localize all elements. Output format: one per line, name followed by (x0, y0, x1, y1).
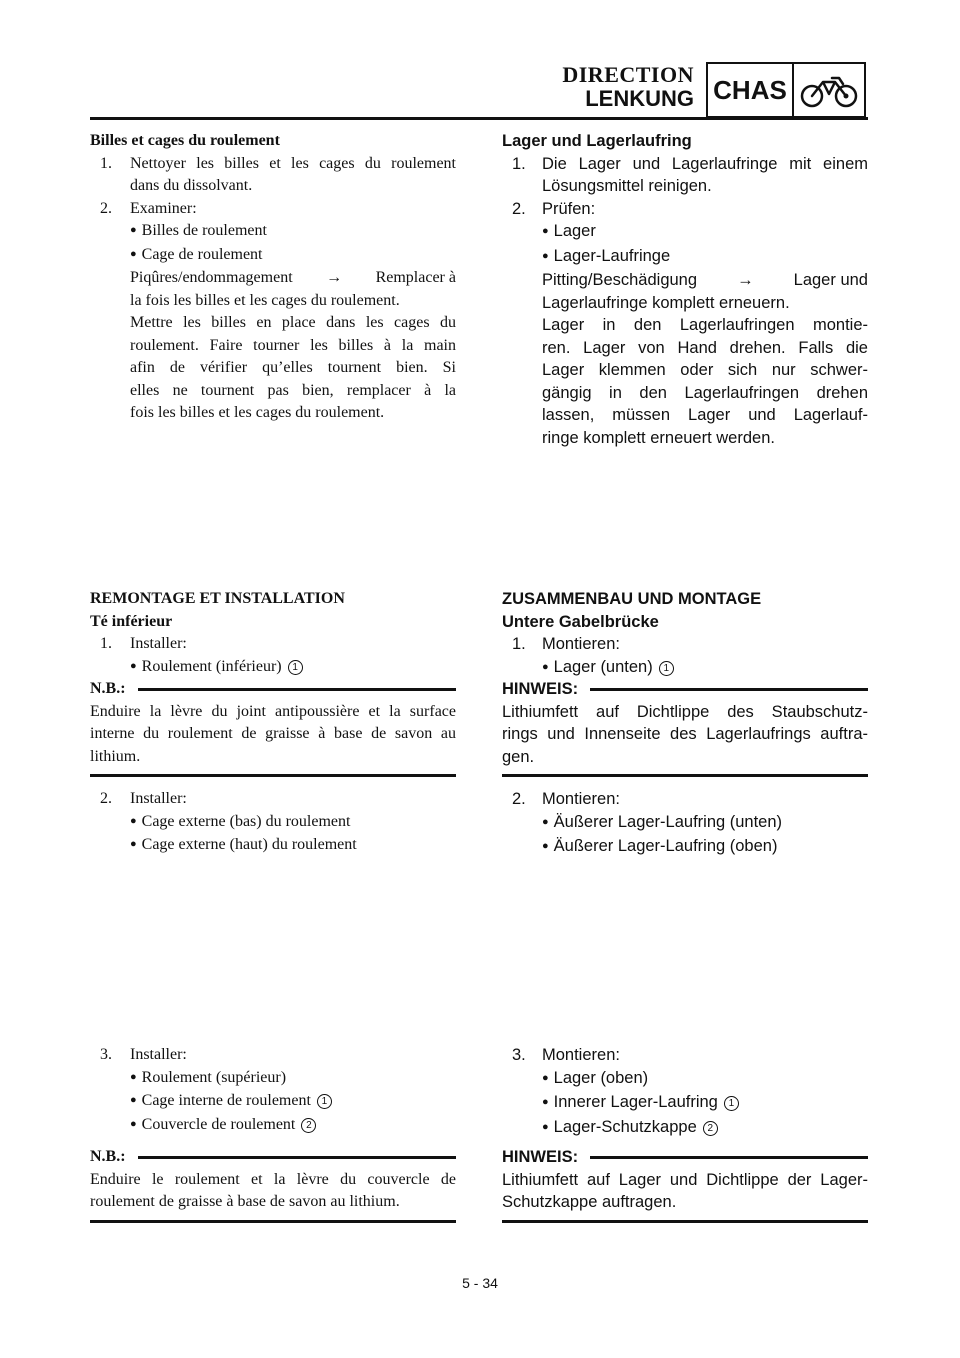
de-asm-step-3-section (502, 1044, 868, 1140)
de-asm-step-2-label: Montieren: (542, 790, 620, 808)
fr-nb-1-line3: lithium. (90, 747, 141, 765)
fr-para-line1 (90, 267, 456, 290)
de-asm-bullet-schutzkappe (502, 1116, 868, 1141)
fr-para-p3: Mettre les billes en place dans les cages du (130, 314, 456, 331)
page-number: 5 - 34 (462, 1275, 498, 1291)
de-asm-bullet-lager-oben: ● Lager (oben) (502, 1067, 868, 1092)
fr-asm-step-1-label: Installer: (130, 635, 187, 652)
fr-asm-step-1-num: 1. (100, 635, 112, 652)
de-bearings-heading: Lager und Lagerlaufring (502, 132, 692, 150)
fr-nb-2-line2: roulement de graisse à base de savon au lithium. (90, 1193, 400, 1210)
fr-step-1 (90, 153, 456, 198)
fr-para-arrow: → (326, 269, 343, 286)
de-bullet-laufringe: ● Lager-Laufringe (502, 245, 868, 270)
fr-asm-bullet-roulement-sup: ● Roulement (supérieur) (90, 1067, 456, 1091)
fr-asm-step-2-section (90, 788, 456, 858)
fr-nb-1-title: N.B.: (90, 680, 126, 697)
fr-asm-step-3-section (90, 1044, 456, 1137)
de-hinweis-2-line1: Lithiumfett auf Lager und Dichtlippe der Lager- (502, 1170, 868, 1189)
fr-asm-step-2-num: 2. (100, 790, 112, 807)
de-assembly-subheading: Untere Gabelbrücke (502, 612, 659, 631)
fr-para-p1-tail: Remplacer à (375, 269, 456, 286)
fr-asm-step-3 (90, 1044, 456, 1067)
fr-assembly-subheading: Té inférieur (90, 612, 173, 630)
de-asm-step-2-section (502, 788, 868, 860)
de-asm-step-3 (502, 1044, 868, 1067)
fr-nb-2-line1: Enduire le roulement et la lèvre du couvercle de (90, 1170, 456, 1188)
de-hinweis-2 (502, 1146, 868, 1223)
fr-bullet-billes: ● Billes de roulement (90, 220, 456, 244)
fr-asm-bullet-cage-haut: ● Cage externe (haut) du roulement (90, 834, 456, 858)
fr-nb-1-line1: Enduire la lèvre du joint antipoussière et la surface (90, 702, 456, 720)
motorcycle-icon (794, 64, 864, 116)
de-step-2-label: Prüfen: (542, 199, 596, 218)
fr-asm-bullet-roulement-inf (90, 656, 456, 680)
fr-asm-step-2 (90, 788, 456, 811)
de-hinweis-1-line3: gen. (502, 747, 535, 766)
fr-step-2 (90, 198, 456, 221)
ref-number-2: 2 (703, 1121, 718, 1136)
fr-step-1-line1: Nettoyer les billes et les cages du roulement (130, 154, 456, 172)
de-asm-bullet-lager-unten (502, 656, 868, 681)
de-hinweis-1-line2: rings und Innenseite des Lagerlaufrings auftra- (502, 725, 868, 743)
de-asm-bullet-laufring-unten: ● Äußerer Lager-Laufring (unten) (502, 811, 868, 836)
fr-asm-step-3-label: Installer: (130, 1046, 187, 1063)
fr-asm-bullet-roulement-inf-text: Roulement (inférieur) (141, 657, 282, 675)
section-badge (706, 62, 866, 118)
de-assembly-section (502, 588, 868, 680)
fr-bearings-heading: Billes et cages du roulement (90, 132, 280, 149)
de-para-line1 (502, 269, 868, 292)
de-step-1-line2: Lösungsmittel reinigen. (542, 177, 712, 195)
de-asm-step-1-label: Montieren: (542, 635, 620, 653)
de-asm-step-1-num: 1. (512, 635, 526, 653)
de-step-2-num: 2. (512, 199, 526, 218)
de-hinweis-1 (502, 678, 868, 777)
header-title-de: LENKUNG (585, 86, 694, 111)
de-asm-step-2 (502, 788, 868, 811)
ref-number-1: 1 (288, 660, 303, 675)
fr-step-1-line2: dans du dissolvant. (130, 177, 253, 194)
de-para-p5: Lager klemmen oder sich nur schwer- (542, 361, 868, 379)
ref-number-1: 1 (659, 661, 674, 676)
ref-number-2: 2 (301, 1118, 316, 1133)
de-para-p7: lassen, müssen Lager und Lagerlauf- (542, 406, 868, 424)
fr-para-p1: Piqûres/endommagement (130, 269, 293, 286)
de-para-p1-tail: Lager und (793, 271, 868, 289)
de-asm-bullet-laufring-oben: ● Äußerer Lager-Laufring (oben) (502, 835, 868, 860)
fr-asm-step-3-num: 3. (100, 1046, 112, 1063)
de-step-2 (502, 198, 868, 221)
fr-step-2-num: 2. (100, 199, 112, 217)
de-assembly-heading: ZUSAMMENBAU UND MONTAGE (502, 590, 762, 608)
fr-asm-bullet-cage-interne-text: Cage interne de roulement (141, 1092, 311, 1109)
de-step-1 (502, 153, 868, 198)
fr-para-p7: fois les billes et les cages du roulement. (130, 404, 385, 421)
de-asm-step-1 (502, 633, 868, 656)
de-step-1-line1: Die Lager und Lagerlaufringe mit einem (542, 154, 868, 173)
de-para-p3: Lager in den Lagerlaufringen montie- (542, 316, 868, 334)
de-asm-step-3-num: 3. (512, 1046, 526, 1064)
de-asm-bullet-innerer-laufring-text: Innerer Lager-Laufring (553, 1093, 718, 1111)
de-asm-step-3-label: Montieren: (542, 1046, 620, 1064)
fr-para-p6: elles ne tournent pas bien, remplacer à la (130, 381, 456, 399)
de-para-p2: Lagerlaufringe komplett erneuern. (542, 293, 790, 312)
fr-para-p4: roulement. Faire tourner les billes à la main (130, 336, 456, 354)
fr-asm-step-2-label: Installer: (130, 790, 187, 807)
header-title-fr: DIRECTION (562, 62, 694, 87)
de-asm-bullet-schutzkappe-text: Lager-Schutzkappe (553, 1117, 697, 1136)
de-hinweis-2-title: HINWEIS: (502, 1148, 579, 1166)
de-asm-step-2-num: 2. (512, 790, 526, 808)
de-hinweis-2-line2: Schutzkappe auftragen. (502, 1193, 677, 1211)
fr-para-p5: afin de vérifier qu’elles tournent bien. Si (130, 359, 456, 376)
de-para-p4: ren. Lager von Hand drehen. Falls die (542, 338, 868, 357)
de-asm-bullet-innerer-laufring (502, 1091, 868, 1116)
fr-nb-2-title: N.B.: (90, 1148, 126, 1165)
fr-nb-2 (90, 1146, 456, 1223)
de-hinweis-1-line1: Lithiumfett auf Dichtlippe des Staubschutz- (502, 702, 868, 721)
fr-assembly-heading: REMONTAGE ET INSTALLATION (90, 590, 345, 607)
de-hinweis-1-title: HINWEIS: (502, 680, 579, 698)
header-rule (90, 117, 868, 120)
ref-number-1: 1 (317, 1094, 332, 1109)
fr-assembly-section (90, 588, 456, 679)
fr-nb-1 (90, 678, 456, 777)
de-step-1-num: 1. (512, 154, 526, 173)
fr-para-p2: la fois les billes et les cages du roulement. (130, 291, 400, 309)
de-bullet-lager: ● Lager (502, 220, 868, 245)
fr-asm-bullet-cage-bas: ● Cage externe (bas) du roulement (90, 811, 456, 835)
fr-asm-bullet-couvercle (90, 1114, 456, 1138)
fr-bearings-section (90, 130, 456, 425)
de-para-p6: gängig in den Lagerlaufringen drehen (542, 383, 868, 402)
ref-number-1: 1 (724, 1096, 739, 1111)
fr-asm-bullet-couvercle-text: Couvercle de roulement (141, 1115, 296, 1133)
de-bearings-section (502, 130, 868, 449)
fr-asm-step-1 (90, 633, 456, 656)
fr-bullet-cage: ● Cage de roulement (90, 244, 456, 268)
de-para-p1: Pitting/Beschädigung (542, 271, 698, 289)
de-para-p8: ringe komplett erneuert werden. (542, 428, 775, 447)
de-para-arrow: → (737, 271, 754, 289)
de-asm-bullet-lager-unten-text: Lager (unten) (553, 657, 653, 676)
section-label: CHAS (708, 64, 794, 116)
fr-step-2-label: Examiner: (130, 199, 197, 217)
fr-asm-bullet-cage-interne (90, 1090, 456, 1114)
fr-nb-1-line2: interne du roulement de graisse à base de savon au (90, 725, 456, 742)
fr-step-1-num: 1. (100, 154, 112, 172)
